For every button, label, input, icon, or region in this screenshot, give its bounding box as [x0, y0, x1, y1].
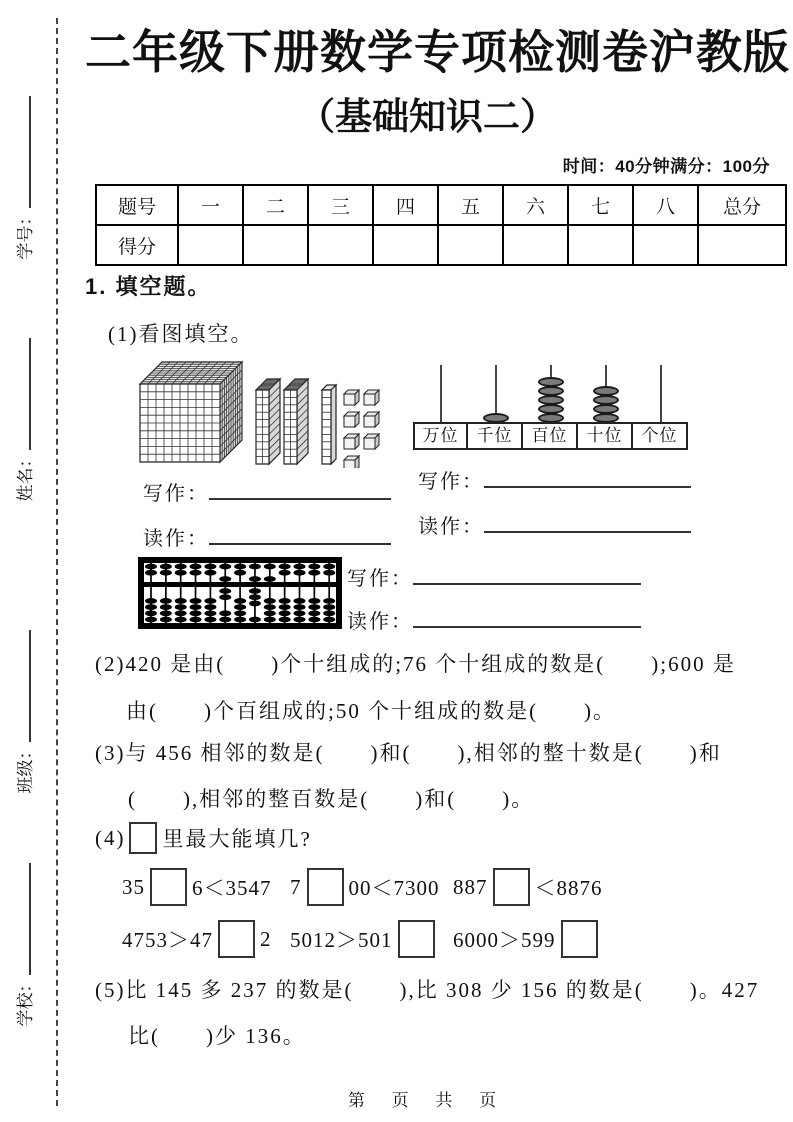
q4-inequality-item — [290, 868, 440, 906]
place-value-column-bai — [523, 362, 578, 450]
score-cell — [308, 225, 373, 265]
inequality-before: 7 — [290, 874, 302, 899]
score-header-cell: 八 — [633, 185, 698, 225]
answer-box — [307, 868, 344, 906]
place-value-column-qian — [468, 362, 523, 450]
score-header-cell: 总分 — [698, 185, 786, 225]
q3-line1: (3)与 456 相邻的数是( )和( ),相邻的整十数是( )和 — [95, 741, 722, 765]
inequality-before: 4753＞47 — [122, 928, 213, 952]
inequality-before: 6000＞599 — [453, 928, 556, 952]
write-as-line — [347, 562, 641, 591]
place-value-box: 千位 — [466, 422, 523, 450]
q5-line2: 比( )少 136。 — [128, 1024, 306, 1048]
seal-label-name — [11, 325, 37, 515]
seal-blank-line — [15, 631, 31, 743]
q4-prompt-prefix: (4) — [95, 825, 126, 850]
time-and-score-info: 时间：40分钟满分：100分 — [562, 157, 770, 176]
score-table-score-row — [96, 225, 786, 265]
seal-blank-line — [15, 97, 31, 209]
place-value-box: 十位 — [576, 422, 633, 450]
score-cell — [243, 225, 308, 265]
answer-box — [129, 822, 157, 854]
score-table — [95, 184, 787, 266]
seal-label-school — [11, 850, 37, 1040]
answer-blank — [484, 469, 691, 488]
place-value-box: 万位 — [413, 422, 468, 450]
q2-line2: 由( )个百组成的;50 个十组成的数是( )。 — [126, 699, 617, 723]
score-cell — [633, 225, 698, 265]
score-header-cell: 六 — [503, 185, 568, 225]
inequality-before: 5012＞501 — [290, 928, 393, 952]
read-as-line — [347, 605, 641, 634]
inequality-after: ＜8876 — [534, 876, 603, 900]
score-header-cell: 三 — [308, 185, 373, 225]
inequality-before: 887 — [453, 874, 488, 899]
abacus-rod — [440, 365, 442, 423]
read-as-line — [143, 522, 391, 551]
inequality-before: 35 — [122, 874, 145, 899]
place-value-column-wan — [413, 362, 468, 450]
suanpan-abacus-figure — [138, 557, 343, 630]
read-as-label: 读作： — [143, 528, 209, 550]
seal-blank-line — [15, 864, 31, 976]
answer-box — [218, 920, 255, 958]
score-cell — [373, 225, 438, 265]
seal-label-text: 学号： — [16, 208, 35, 260]
score-cell — [698, 225, 786, 265]
score-cell — [503, 225, 568, 265]
q4-prompt — [95, 822, 312, 854]
write-as-line — [418, 465, 691, 494]
read-as-label: 读作： — [418, 516, 484, 538]
score-header-cell: 七 — [568, 185, 633, 225]
answer-box — [561, 920, 598, 958]
answer-blank — [413, 566, 641, 585]
score-header-cell: 四 — [373, 185, 438, 225]
read-as-label: 读作： — [347, 611, 413, 633]
q2-line1: (2)420 是由( )个十组成的;76 个十组成的数是( );600 是 — [95, 652, 736, 676]
answer-box — [493, 868, 530, 906]
inequality-after: 00＜7300 — [348, 876, 440, 900]
write-as-label: 写作： — [347, 568, 413, 590]
q5-line1: (5)比 145 多 237 的数是( ),比 308 少 156 的数是( )。427 — [95, 978, 760, 1002]
answer-blank — [484, 514, 691, 533]
q4-inequality-item — [122, 868, 272, 906]
score-header-cell: 五 — [438, 185, 503, 225]
abacus-beads — [593, 387, 619, 423]
abacus-rod — [660, 365, 662, 423]
score-cell — [568, 225, 633, 265]
score-header-cell: 一 — [178, 185, 243, 225]
write-as-line — [143, 477, 391, 506]
seal-label-text: 班级： — [16, 742, 35, 794]
score-header-cell: 二 — [243, 185, 308, 225]
answer-blank — [209, 526, 391, 545]
seal-label-class — [11, 617, 37, 807]
section-heading: 1. 填空题。 — [85, 274, 212, 299]
score-cell — [438, 225, 503, 265]
page-subtitle: （基础知识二） — [298, 96, 557, 137]
base-ten-blocks-figure — [138, 354, 383, 468]
page-footer: 第 页 共 页 — [347, 1091, 503, 1110]
place-value-chart — [413, 362, 688, 450]
answer-blank — [413, 609, 641, 628]
seal-label-student-id — [11, 83, 37, 273]
write-as-label: 写作： — [418, 471, 484, 493]
inequality-after: 2 — [260, 926, 272, 951]
q4-inequality-item — [453, 868, 603, 906]
score-cell — [178, 225, 243, 265]
q4-inequality-item — [290, 920, 440, 958]
answer-box — [398, 920, 435, 958]
score-table-header-row — [96, 185, 786, 225]
q4-inequality-item — [122, 920, 272, 958]
seal-dashed-line — [56, 18, 58, 1106]
seal-blank-line — [15, 339, 31, 451]
place-value-box: 个位 — [631, 422, 688, 450]
abacus-beads — [538, 378, 564, 423]
q4-inequality-item — [453, 920, 603, 958]
seal-label-text: 学校： — [16, 975, 35, 1027]
read-as-line — [418, 510, 691, 539]
score-row-label: 得分 — [96, 225, 178, 265]
page-title: 二年级下册数学专项检测卷沪教版 — [85, 26, 790, 78]
answer-box — [150, 868, 187, 906]
score-header-cell: 题号 — [96, 185, 178, 225]
q3-line2: ( ),相邻的整百数是( )和( )。 — [128, 787, 535, 811]
write-as-label: 写作： — [143, 483, 209, 505]
q4-prompt-suffix: 里最大能填几? — [162, 827, 312, 851]
place-value-column-shi — [578, 362, 633, 450]
inequality-after: 6＜3547 — [192, 876, 272, 900]
q1-label: (1)看图填空。 — [108, 322, 254, 346]
place-value-box: 百位 — [521, 422, 578, 450]
place-value-column-ge — [633, 362, 688, 450]
seal-label-text: 姓名： — [16, 450, 35, 502]
answer-blank — [209, 481, 391, 500]
